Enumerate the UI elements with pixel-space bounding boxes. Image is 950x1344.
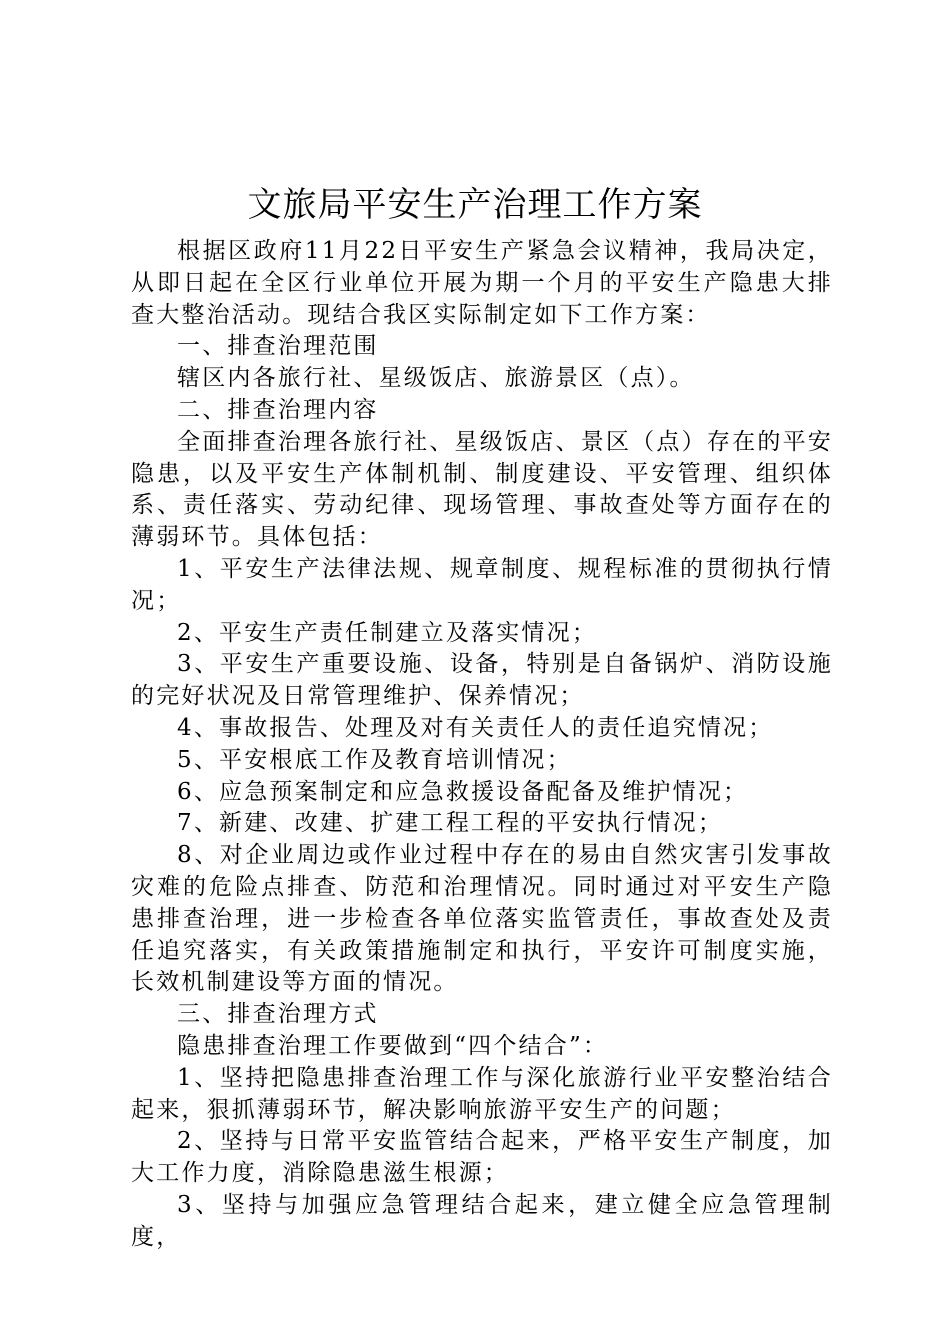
- list-item: 6、应急预案制定和应急救援设备配备及维护情况；: [177, 778, 749, 805]
- document-title: 文旅局平安生产治理工作方案: [247, 185, 703, 225]
- document-body: [131, 236, 833, 1254]
- paragraph-content: 全面排查治理各旅行社、星级饭店、景区（点）存在的平安隐患，以及平安生产体制机制、制度建设、平安管理、组织体系、责任落实、劳动纪律、现场管理、事故查处等方面存在的薄弱环节。具体包括：: [131, 428, 833, 551]
- list-item: 3、坚持与加强应急管理结合起来，建立健全应急管理制度，: [131, 1191, 833, 1250]
- list-item: 7、新建、改建、扩建工程工程的平安执行情况；: [177, 810, 724, 837]
- list-item: 1、坚持把隐患排查治理工作与深化旅游行业平安整治结合起来，狠抓薄弱环节，解决影响旅游平安生产的问题；: [131, 1064, 833, 1123]
- list-item: 8、对企业周边或作业过程中存在的易由自然灾害引发事故灾难的危险点排查、防范和治理情况。同时通过对平安生产隐患排查治理，进一步检查各单位落实监管责任，事故查处及责任追究落实，有关政策措施制定和执行，平安许可制度实施，长效机制建设等方面的情况。: [131, 842, 833, 996]
- list-item: 4、事故报告、处理及对有关责任人的责任追究情况；: [177, 714, 774, 741]
- paragraph-intro: 根据区政府11月22日平安生产紧急会议精神，我局决定，从即日起在全区行业单位开展为期一个月的平安生产隐患大排查大整治活动。现结合我区实际制定如下工作方案：: [131, 238, 833, 328]
- list-item: 5、平安根底工作及教育培训情况；: [177, 746, 572, 773]
- section-heading-method: 三、排查治理方式: [177, 1001, 379, 1028]
- list-item: 1、平安生产法律法规、规章制度、规程标准的贯彻执行情况；: [131, 555, 833, 614]
- section-heading-scope: 一、排查治理范围: [177, 333, 379, 360]
- list-item: 2、坚持与日常平安监管结合起来，严格平安生产制度，加大工作力度，消除隐患滋生根源；: [131, 1128, 833, 1187]
- paragraph-method-intro: 隐患排查治理工作要做到“四个结合”：: [177, 1032, 609, 1059]
- list-item: 2、平安生产责任制建立及落实情况；: [177, 619, 598, 646]
- list-item: 3、平安生产重要设施、设备，特别是自备锅炉、消防设施的完好状况及日常管理维护、保养情况；: [131, 651, 833, 710]
- section-heading-content: 二、排查治理内容: [177, 396, 379, 423]
- paragraph-scope: 辖区内各旅行社、星级饭店、旅游景区（点）。: [177, 365, 695, 392]
